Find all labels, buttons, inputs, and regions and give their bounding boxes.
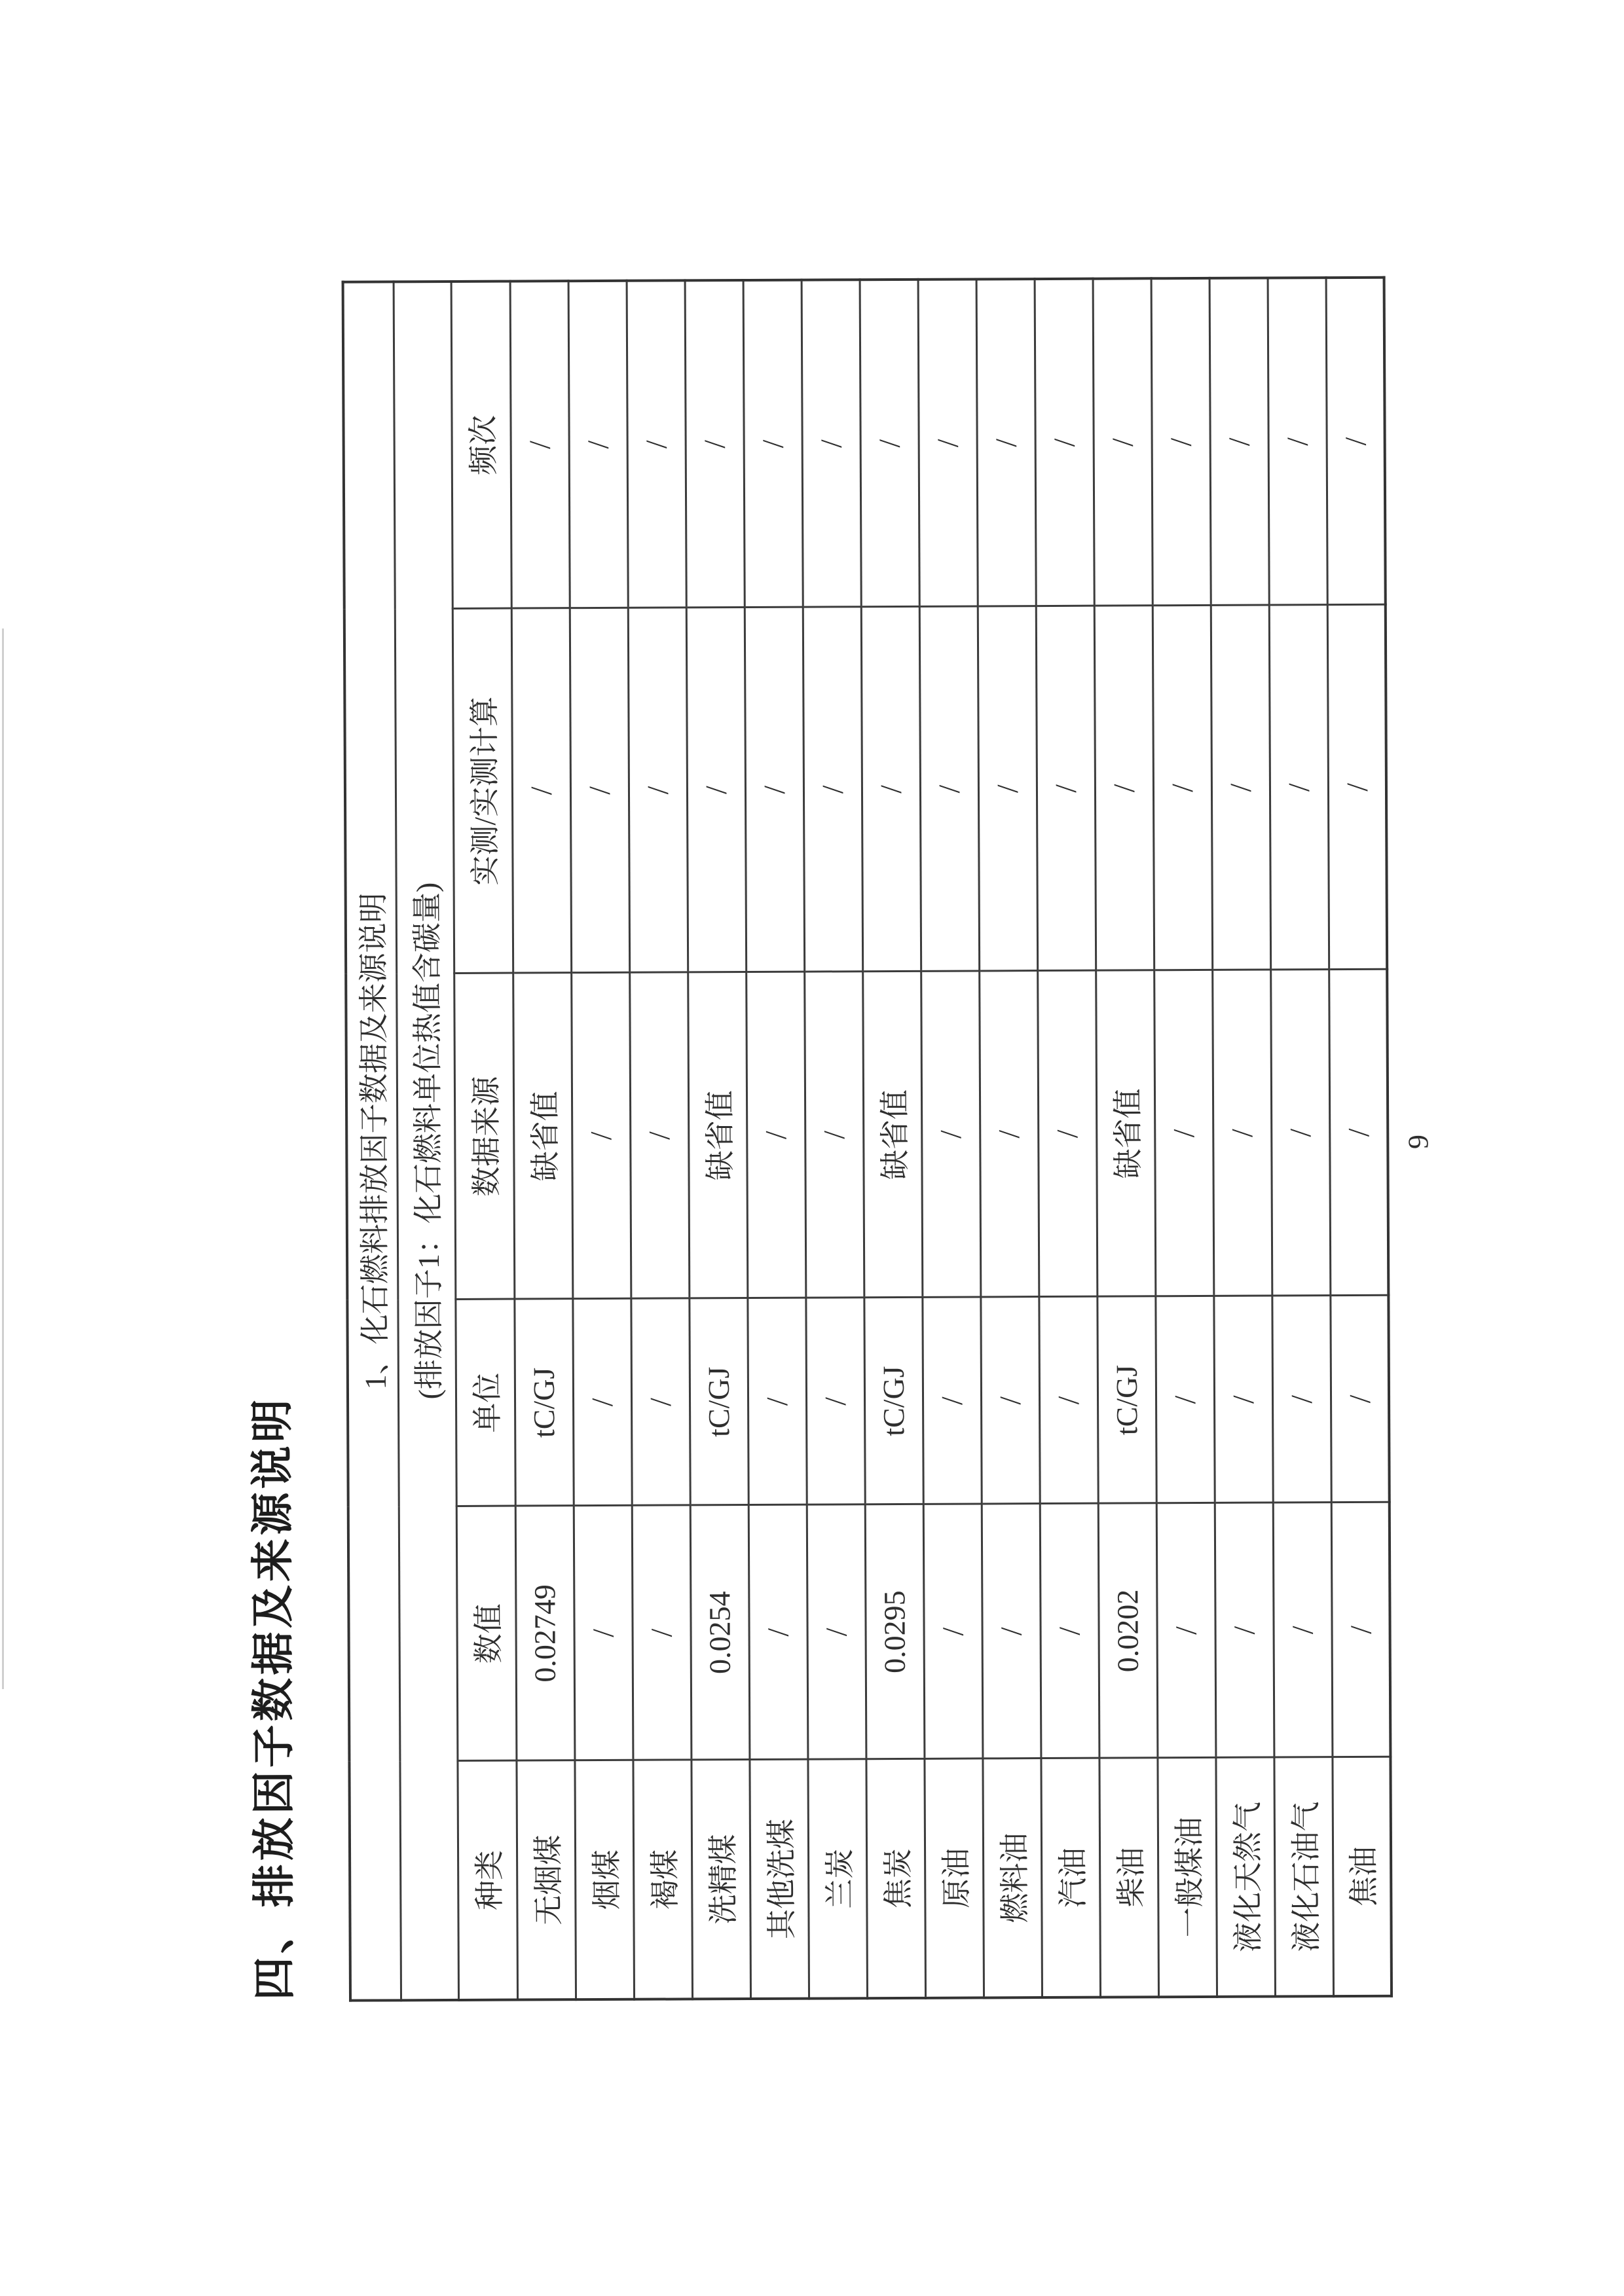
cell-unit: tC/GJ bbox=[1097, 1296, 1156, 1503]
cell-source: / bbox=[1212, 970, 1272, 1296]
cell-type: 液化天然气 bbox=[1215, 1758, 1275, 1997]
table-row bbox=[685, 280, 750, 1999]
cell-unit: / bbox=[1330, 1296, 1389, 1503]
cell-value: 0.02749 bbox=[515, 1506, 575, 1760]
cell-measured: / bbox=[1094, 606, 1154, 970]
cell-unit: / bbox=[1272, 1296, 1331, 1503]
table-row bbox=[802, 280, 867, 1998]
page-number: 9 bbox=[1402, 1134, 1435, 1150]
cell-type: 汽油 bbox=[1041, 1758, 1100, 1997]
table-row bbox=[1326, 278, 1392, 1996]
cell-unit: / bbox=[1213, 1296, 1272, 1503]
cell-source: / bbox=[1329, 970, 1388, 1296]
cell-source: / bbox=[921, 971, 980, 1297]
cell-source: / bbox=[1154, 970, 1213, 1296]
cell-measured: / bbox=[511, 608, 571, 973]
cell-frequency: / bbox=[1326, 278, 1386, 605]
emission-factors-table bbox=[342, 276, 1393, 2002]
cell-type: 烟煤 bbox=[574, 1760, 634, 1999]
cell-type: 液化石油气 bbox=[1274, 1757, 1333, 1996]
cell-measured: / bbox=[1153, 606, 1212, 970]
cell-frequency: / bbox=[1093, 278, 1153, 606]
cell-frequency: / bbox=[743, 280, 803, 608]
cell-frequency: / bbox=[976, 279, 1036, 606]
cell-measured: / bbox=[803, 607, 862, 972]
cell-measured: / bbox=[745, 608, 804, 972]
table-row bbox=[976, 279, 1042, 1997]
cell-measured: / bbox=[1327, 605, 1387, 970]
cell-unit: / bbox=[1039, 1297, 1098, 1504]
cell-type: 焦油 bbox=[1332, 1757, 1392, 1996]
table-subtitle: (排放因子1：化石燃料单位热值含碳量) bbox=[394, 282, 458, 2000]
cell-type: 燃料油 bbox=[982, 1758, 1042, 1997]
table-row bbox=[1035, 279, 1100, 1997]
cell-source: / bbox=[1037, 971, 1097, 1297]
cell-frequency: / bbox=[510, 281, 570, 608]
cell-measured: / bbox=[1269, 605, 1329, 970]
section-heading-row bbox=[343, 282, 401, 2000]
cell-unit: / bbox=[572, 1299, 631, 1506]
cell-source: / bbox=[746, 972, 805, 1298]
cell-value: / bbox=[923, 1504, 983, 1758]
cell-value: / bbox=[1040, 1504, 1099, 1758]
table-row bbox=[743, 280, 809, 1999]
col-header-frequency: 频次 bbox=[451, 282, 511, 609]
col-header-value: 数值 bbox=[456, 1506, 517, 1761]
cell-unit: / bbox=[747, 1298, 806, 1505]
table-row bbox=[918, 279, 984, 1997]
cell-value: / bbox=[1273, 1503, 1333, 1757]
table-row bbox=[1093, 278, 1158, 1997]
cell-source: / bbox=[571, 973, 631, 1299]
cell-type: 洗精煤 bbox=[691, 1760, 750, 1999]
cell-unit: / bbox=[805, 1298, 864, 1504]
cell-measured: / bbox=[570, 608, 629, 973]
section-heading: 1、化石燃料排放因子数据及来源说明 bbox=[343, 282, 401, 2000]
cell-unit: tC/GJ bbox=[864, 1298, 923, 1504]
cell-frequency: / bbox=[1268, 278, 1327, 605]
header-row bbox=[451, 282, 517, 2000]
col-header-measured: 实测/实测计算 bbox=[452, 609, 513, 974]
cell-measured: / bbox=[1211, 606, 1270, 970]
cell-frequency: / bbox=[860, 280, 919, 607]
cell-source: / bbox=[979, 971, 1039, 1297]
cell-type: 兰炭 bbox=[807, 1759, 867, 1998]
page-title: 四、排放因子数据及来源说明 bbox=[248, 1396, 299, 2001]
cell-frequency: / bbox=[568, 281, 628, 608]
cell-source: / bbox=[629, 972, 689, 1298]
cell-unit: tC/GJ bbox=[514, 1299, 573, 1506]
cell-frequency: / bbox=[802, 280, 861, 607]
cell-value: 0.0295 bbox=[865, 1504, 925, 1759]
cell-value: / bbox=[574, 1506, 633, 1760]
cell-type: 其他洗煤 bbox=[749, 1760, 809, 1999]
cell-unit: / bbox=[922, 1297, 981, 1504]
cell-unit: / bbox=[980, 1297, 1039, 1504]
cell-source: / bbox=[804, 972, 864, 1298]
cell-measured: / bbox=[628, 608, 688, 972]
cell-type: 无烟煤 bbox=[516, 1760, 576, 1999]
cell-frequency: / bbox=[627, 280, 686, 608]
cell-unit: tC/GJ bbox=[689, 1298, 748, 1505]
cell-value: / bbox=[1331, 1503, 1391, 1757]
cell-frequency: / bbox=[1209, 278, 1269, 605]
cell-type: 褐煤 bbox=[633, 1760, 692, 1999]
cell-type: 原油 bbox=[924, 1758, 984, 1997]
cell-measured: / bbox=[1036, 606, 1096, 971]
cell-source: 缺省值 bbox=[862, 972, 922, 1298]
col-header-unit: 单位 bbox=[455, 1300, 515, 1506]
table-row bbox=[1151, 278, 1217, 1997]
table-row bbox=[568, 281, 634, 1999]
cell-value: / bbox=[1215, 1503, 1274, 1758]
cell-frequency: / bbox=[1151, 278, 1211, 606]
cell-frequency: / bbox=[685, 280, 745, 608]
table-row bbox=[510, 281, 576, 1999]
cell-source: 缺省值 bbox=[513, 973, 572, 1299]
cell-type: 柴油 bbox=[1099, 1758, 1158, 1997]
table-row bbox=[627, 280, 692, 1999]
cell-unit: / bbox=[631, 1298, 690, 1505]
cell-value: 0.0202 bbox=[1098, 1503, 1158, 1758]
cell-value: / bbox=[632, 1505, 692, 1760]
cell-source: 缺省值 bbox=[1096, 970, 1155, 1296]
cell-value: 0.0254 bbox=[690, 1505, 750, 1760]
col-header-type: 种类 bbox=[457, 1761, 517, 2000]
cell-value: / bbox=[982, 1504, 1041, 1758]
cell-measured: / bbox=[919, 606, 979, 971]
cell-type: 焦炭 bbox=[866, 1759, 925, 1998]
cell-type: 一般煤油 bbox=[1157, 1758, 1217, 1997]
cell-source: / bbox=[1270, 970, 1330, 1296]
cell-measured: / bbox=[686, 608, 746, 972]
cell-measured: / bbox=[978, 606, 1037, 971]
col-header-source: 数据来源 bbox=[454, 974, 514, 1300]
cell-value: / bbox=[1156, 1503, 1216, 1758]
table-subtitle-row bbox=[394, 282, 458, 2000]
cell-measured: / bbox=[861, 607, 921, 972]
table-row bbox=[1268, 278, 1333, 1996]
cell-source: 缺省值 bbox=[688, 972, 747, 1298]
cell-value: / bbox=[807, 1504, 866, 1759]
cell-frequency: / bbox=[1035, 279, 1094, 606]
table-row bbox=[860, 280, 925, 1998]
cell-frequency: / bbox=[918, 279, 978, 606]
cell-value: / bbox=[748, 1505, 808, 1760]
table-row bbox=[1209, 278, 1275, 1996]
cell-unit: / bbox=[1155, 1296, 1214, 1503]
